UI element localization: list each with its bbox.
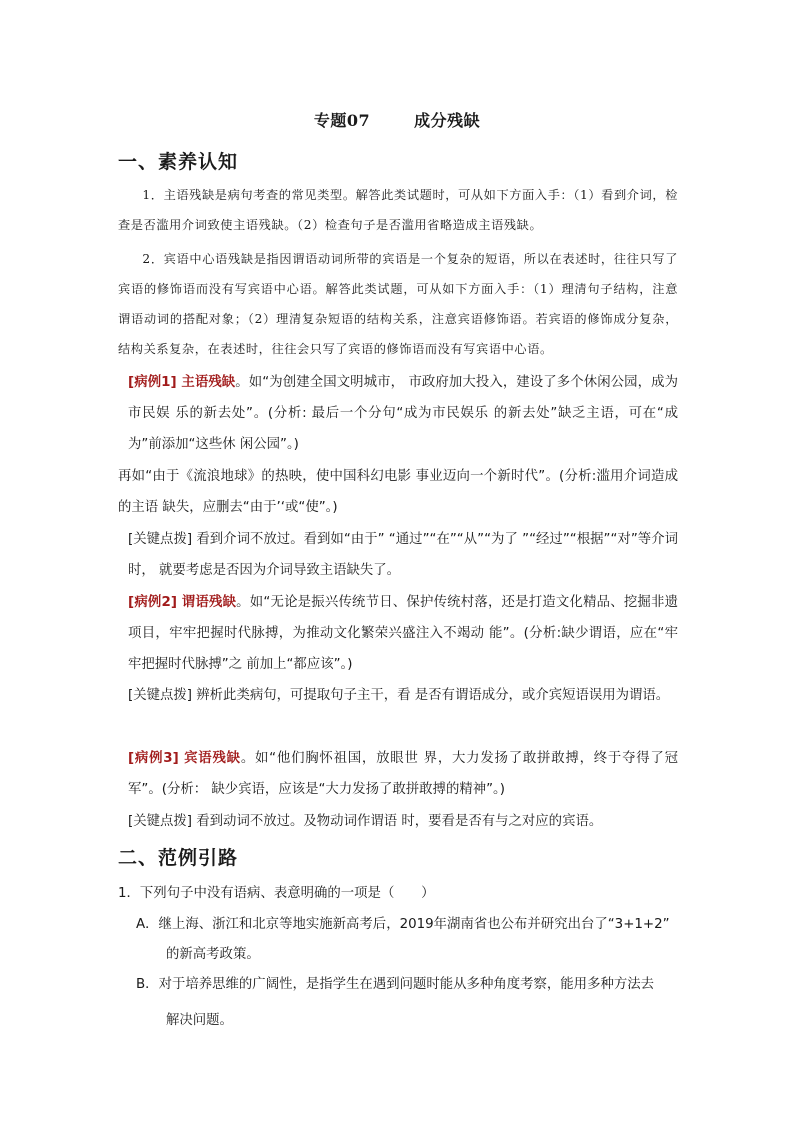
example-3 bbox=[128, 743, 678, 805]
example-2-text: 。如“无论是振兴传统节日、保护传统村落，还是打造文化精品、挖掘非遗项目，牢牢把握时代脉搏，为推动文化繁荣兴盛注入不竭动 能”。(分析:缺少谓语，应在“牢牢把握时代脉搏”之 前加上“都应该”。) bbox=[128, 595, 679, 672]
title-name: 成分残缺 bbox=[414, 111, 481, 130]
option-a bbox=[136, 910, 676, 970]
option-a-line1: A．继上海、浙江和北京等地实施新高考后，2019年湖南省也公布并研究出台了“3+1+2” bbox=[136, 917, 670, 932]
key-point-3: [关键点拨] 看到动词不放过。及物动词作谓语 时，要看是否有与之对应的宾语。 bbox=[128, 814, 603, 829]
section-heading-examples: 二、范例引路 bbox=[118, 847, 239, 869]
option-a-line2: 的新高考政策。 bbox=[166, 947, 260, 962]
option-b-line1: B．对于培养思维的广阔性，是指学生在遇到问题时能从多种角度考察，能用多种方法去 bbox=[136, 977, 655, 992]
example-1-text: 。如“为创建全国文明城市， 市政府加大投入，建设了多个休闲公园，成为市民娱 乐的新去处”。(分析: 最后一个分句“成为市民娱乐 的新去处”缺乏主语，可在“成为”前添加“这些休 闲公园”。) bbox=[128, 375, 678, 452]
option-b-line2: 解决问题。 bbox=[166, 1013, 233, 1028]
example-1-label: [病例1] 主语残缺 bbox=[128, 375, 236, 390]
key-point-1: [关键点拨] 看到介词不放过。看到如“由于” “通过”“在”“从”“为了 ”“经过”“根据”“对”等介词时， 就要考虑是否因为介词导致主语缺失了。 bbox=[128, 532, 678, 578]
option-b bbox=[136, 970, 676, 1036]
example-1-extra: 再如“由于《流浪地球》的热映，使中国科幻电影 事业迈向一个新时代”。(分析:滥用介词造成的主语 缺失，应删去“由于’‘或“使”。) bbox=[118, 469, 678, 515]
example-3-label: [病例3] 宾语残缺 bbox=[128, 751, 241, 766]
page-title bbox=[0, 108, 794, 131]
title-number: 专题07 bbox=[313, 111, 371, 130]
example-1 bbox=[128, 367, 678, 460]
section-heading-literacy: 一、素养认知 bbox=[118, 151, 239, 173]
question-1: 1．下列句子中没有语病、表意明确的一项是（ ） bbox=[118, 886, 435, 901]
paragraph-object-missing: 2．宾语中心语残缺是指因谓语动词所带的宾语是一个复杂的短语，所以在表述时，往往只写了宾语的修饰语而没有写宾语中心语。解答此类试题，可从如下方面入手：（1）理清句子结构，注意谓语动词的搭配对象；（2）理清复杂短语的结构关系，注意宾语修饰语。若宾语的修饰成分复杂，结构关系复杂，在表述时，往往会只写了宾语的修饰语而没有写宾语中心语。 bbox=[118, 252, 678, 356]
example-2 bbox=[128, 587, 678, 680]
example-3-text: 。如“他们胸怀祖国，放眼世 界，大力发扬了敢拼敢搏，终于夺得了冠军”。(分析： 缺少宾语，应该是“大力发扬了敢拼敢搏的精神”。) bbox=[128, 751, 678, 797]
key-point-2: [关键点拨] 辨析此类病句，可提取句子主干，看 是否有谓语成分，或介宾短语误用为谓语。 bbox=[128, 688, 670, 703]
example-2-label: [病例2] 谓语残缺 bbox=[128, 595, 237, 610]
paragraph-subject-missing: 1．主语残缺是病句考查的常见类型。解答此类试题时，可从如下方面入手：（1）看到介词，检查是否滥用介词致使主语残缺。（2）检查句子是否滥用省略造成主语残缺。 bbox=[118, 188, 678, 232]
